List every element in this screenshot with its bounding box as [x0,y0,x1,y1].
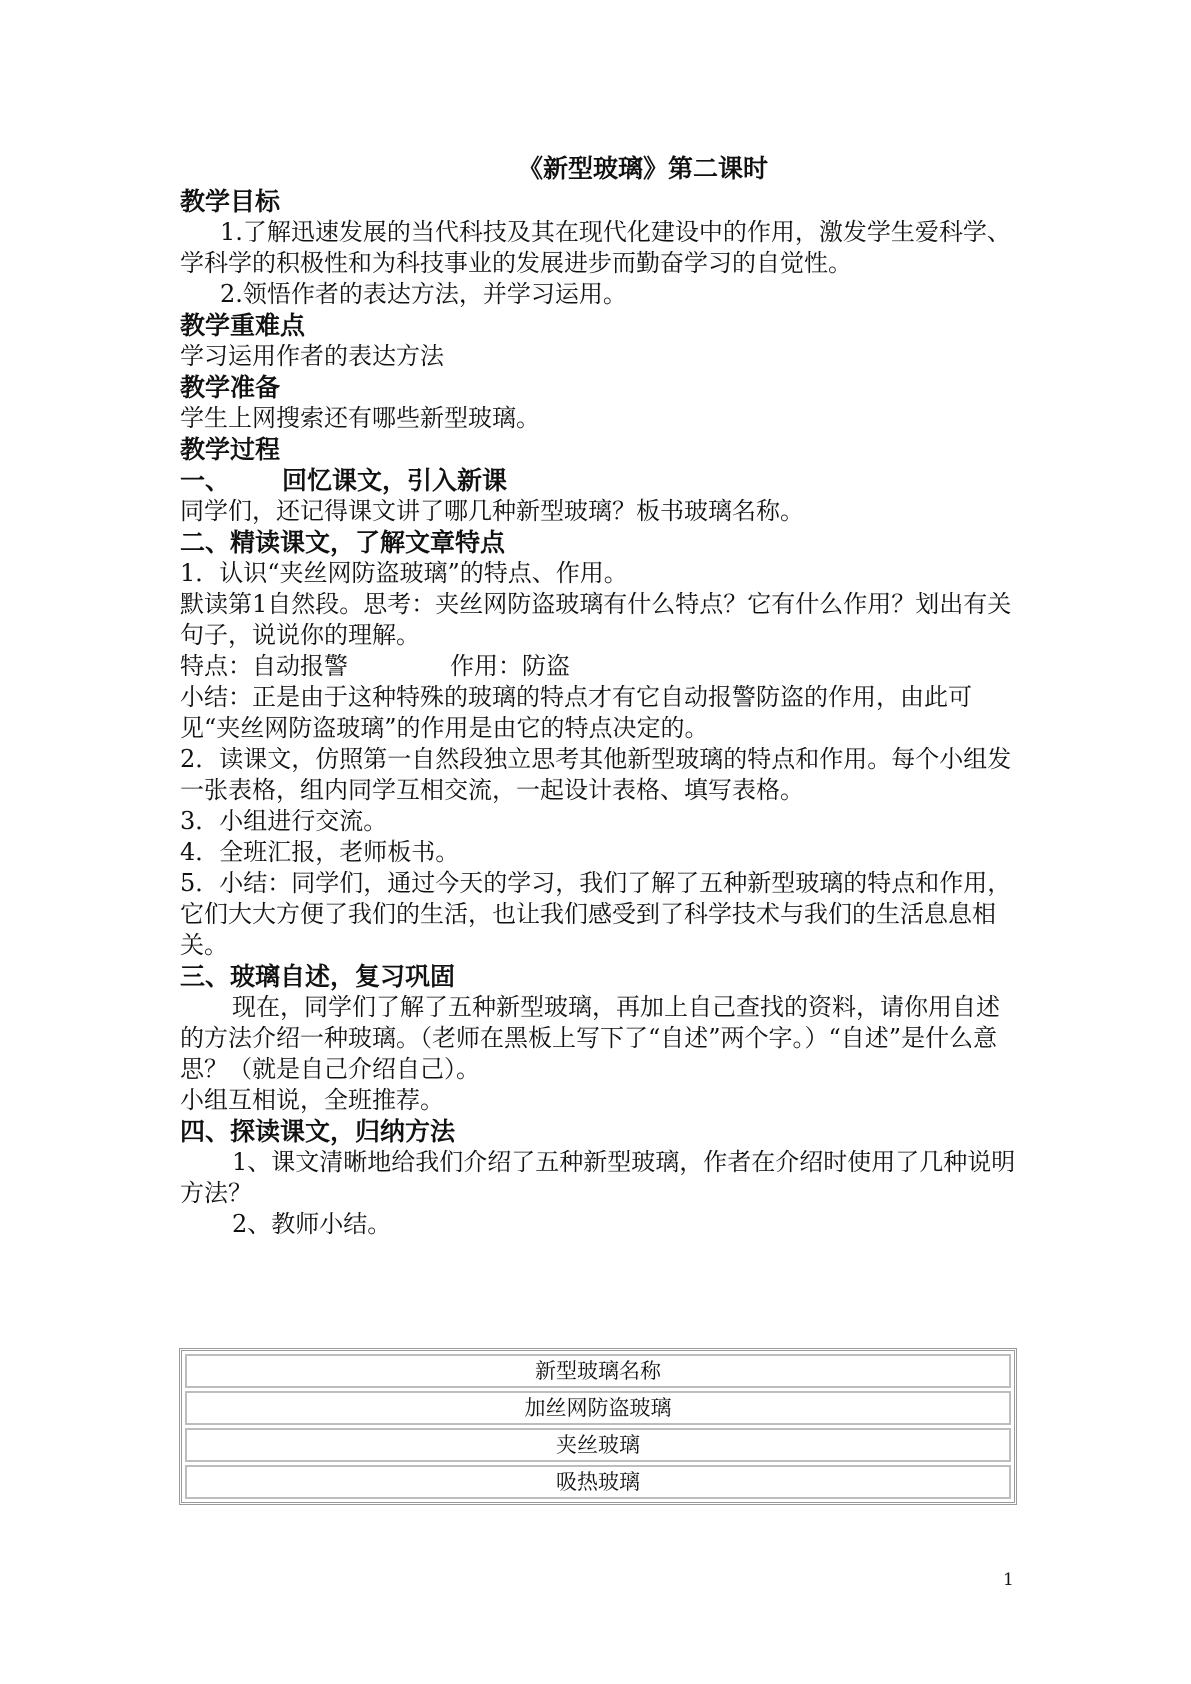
part2-step5: 5．小结：同学们，通过今天的学习，我们了解了五种新型玻璃的特点和作用，它们大大方便了我们的生活，也让我们感受到了科学技术与我们的生活息息相关。 [180,869,1012,959]
part1-text: 同学们，还记得课文讲了哪几种新型玻璃？板书玻璃名称。 [180,497,804,525]
part3-heading: 三、玻璃自述，复习巩固 [180,962,456,991]
table-row [185,1465,1011,1499]
part2-step1-detail: 默读第1自然段。思考：夹丝网防盗玻璃有什么特点？它有什么作用？划出有关句子，说说你的理解。 [180,590,1012,649]
part2-step4: 4．全班汇报，老师板书。 [180,838,460,866]
part4-step1: 1、课文清晰地给我们介绍了五种新型玻璃，作者在介绍时使用了几种说明方法？ [180,1148,1016,1207]
feature-text: 特点：自动报警 [180,652,348,680]
keypoints-heading: 教学重难点 [180,311,306,340]
objectives-heading: 教学目标 [180,187,281,216]
part1-heading [180,465,1020,496]
glass-name-table [179,1348,1017,1505]
keypoints-text: 学习运用作者的表达方法 [180,342,444,370]
table-row [185,1391,1011,1425]
feature-function-row [180,651,1020,682]
table-cell: 夹丝玻璃 [185,1428,1011,1462]
part2-step2: 2．读课文，仿照第一自然段独立思考其他新型玻璃的特点和作用。每个小组发一张表格，组内同学互相交流，一起设计表格、填写表格。 [180,745,1012,804]
part2-summary: 小结：正是由于这种特殊的玻璃的特点才有它自动报警防盗的作用，由此可见“夹丝网防盗玻璃”的作用是由它的特点决定的。 [180,683,972,742]
function-text: 作用：防盗 [450,652,570,680]
process-heading: 教学过程 [180,435,281,464]
table-row [185,1354,1011,1388]
part2-step3: 3．小组进行交流。 [180,807,388,835]
page-title: 《新型玻璃》第二课时 [517,154,768,183]
objective-2: 2.领悟作者的表达方法，并学习运用。 [220,280,627,308]
table-cell: 加丝网防盗玻璃 [185,1391,1011,1425]
part3-text: 现在，同学们了解了五种新型玻璃，再加上自己查找的资料，请你用自述的方法介绍一种玻璃。（老师在黑板上写下了“自述”两个字。）“自述”是什么意思？（就是自己介绍自己）。 [180,993,1000,1083]
part2-step1: 1．认识“夹丝网防盗玻璃”的特点、作用。 [180,559,628,587]
part3-text-2: 小组互相说，全班推荐。 [180,1086,444,1114]
prep-heading: 教学准备 [180,373,281,402]
part2-heading: 二、精读课文，了解文章特点 [180,528,506,557]
page-number: 1 [1003,1570,1014,1590]
objective-1: 1.了解迅速发展的当代科技及其在现代化建设中的作用，激发学生爱科学、学科学的积极性和为科技事业的发展进步而勤奋学习的自觉性。 [180,218,1011,277]
table-cell: 吸热玻璃 [185,1465,1011,1499]
prep-text: 学生上网搜索还有哪些新型玻璃。 [180,404,540,432]
table-cell: 新型玻璃名称 [185,1354,1011,1388]
part1-heading-text: 回忆课文，引入新课 [282,466,508,495]
table-row [185,1428,1011,1462]
document-body [180,186,1020,1240]
part4-heading: 四、探读课文，归纳方法 [180,1117,456,1146]
part4-step2: 2、教师小结。 [232,1210,392,1238]
part1-heading-number: 一、 [180,466,231,495]
